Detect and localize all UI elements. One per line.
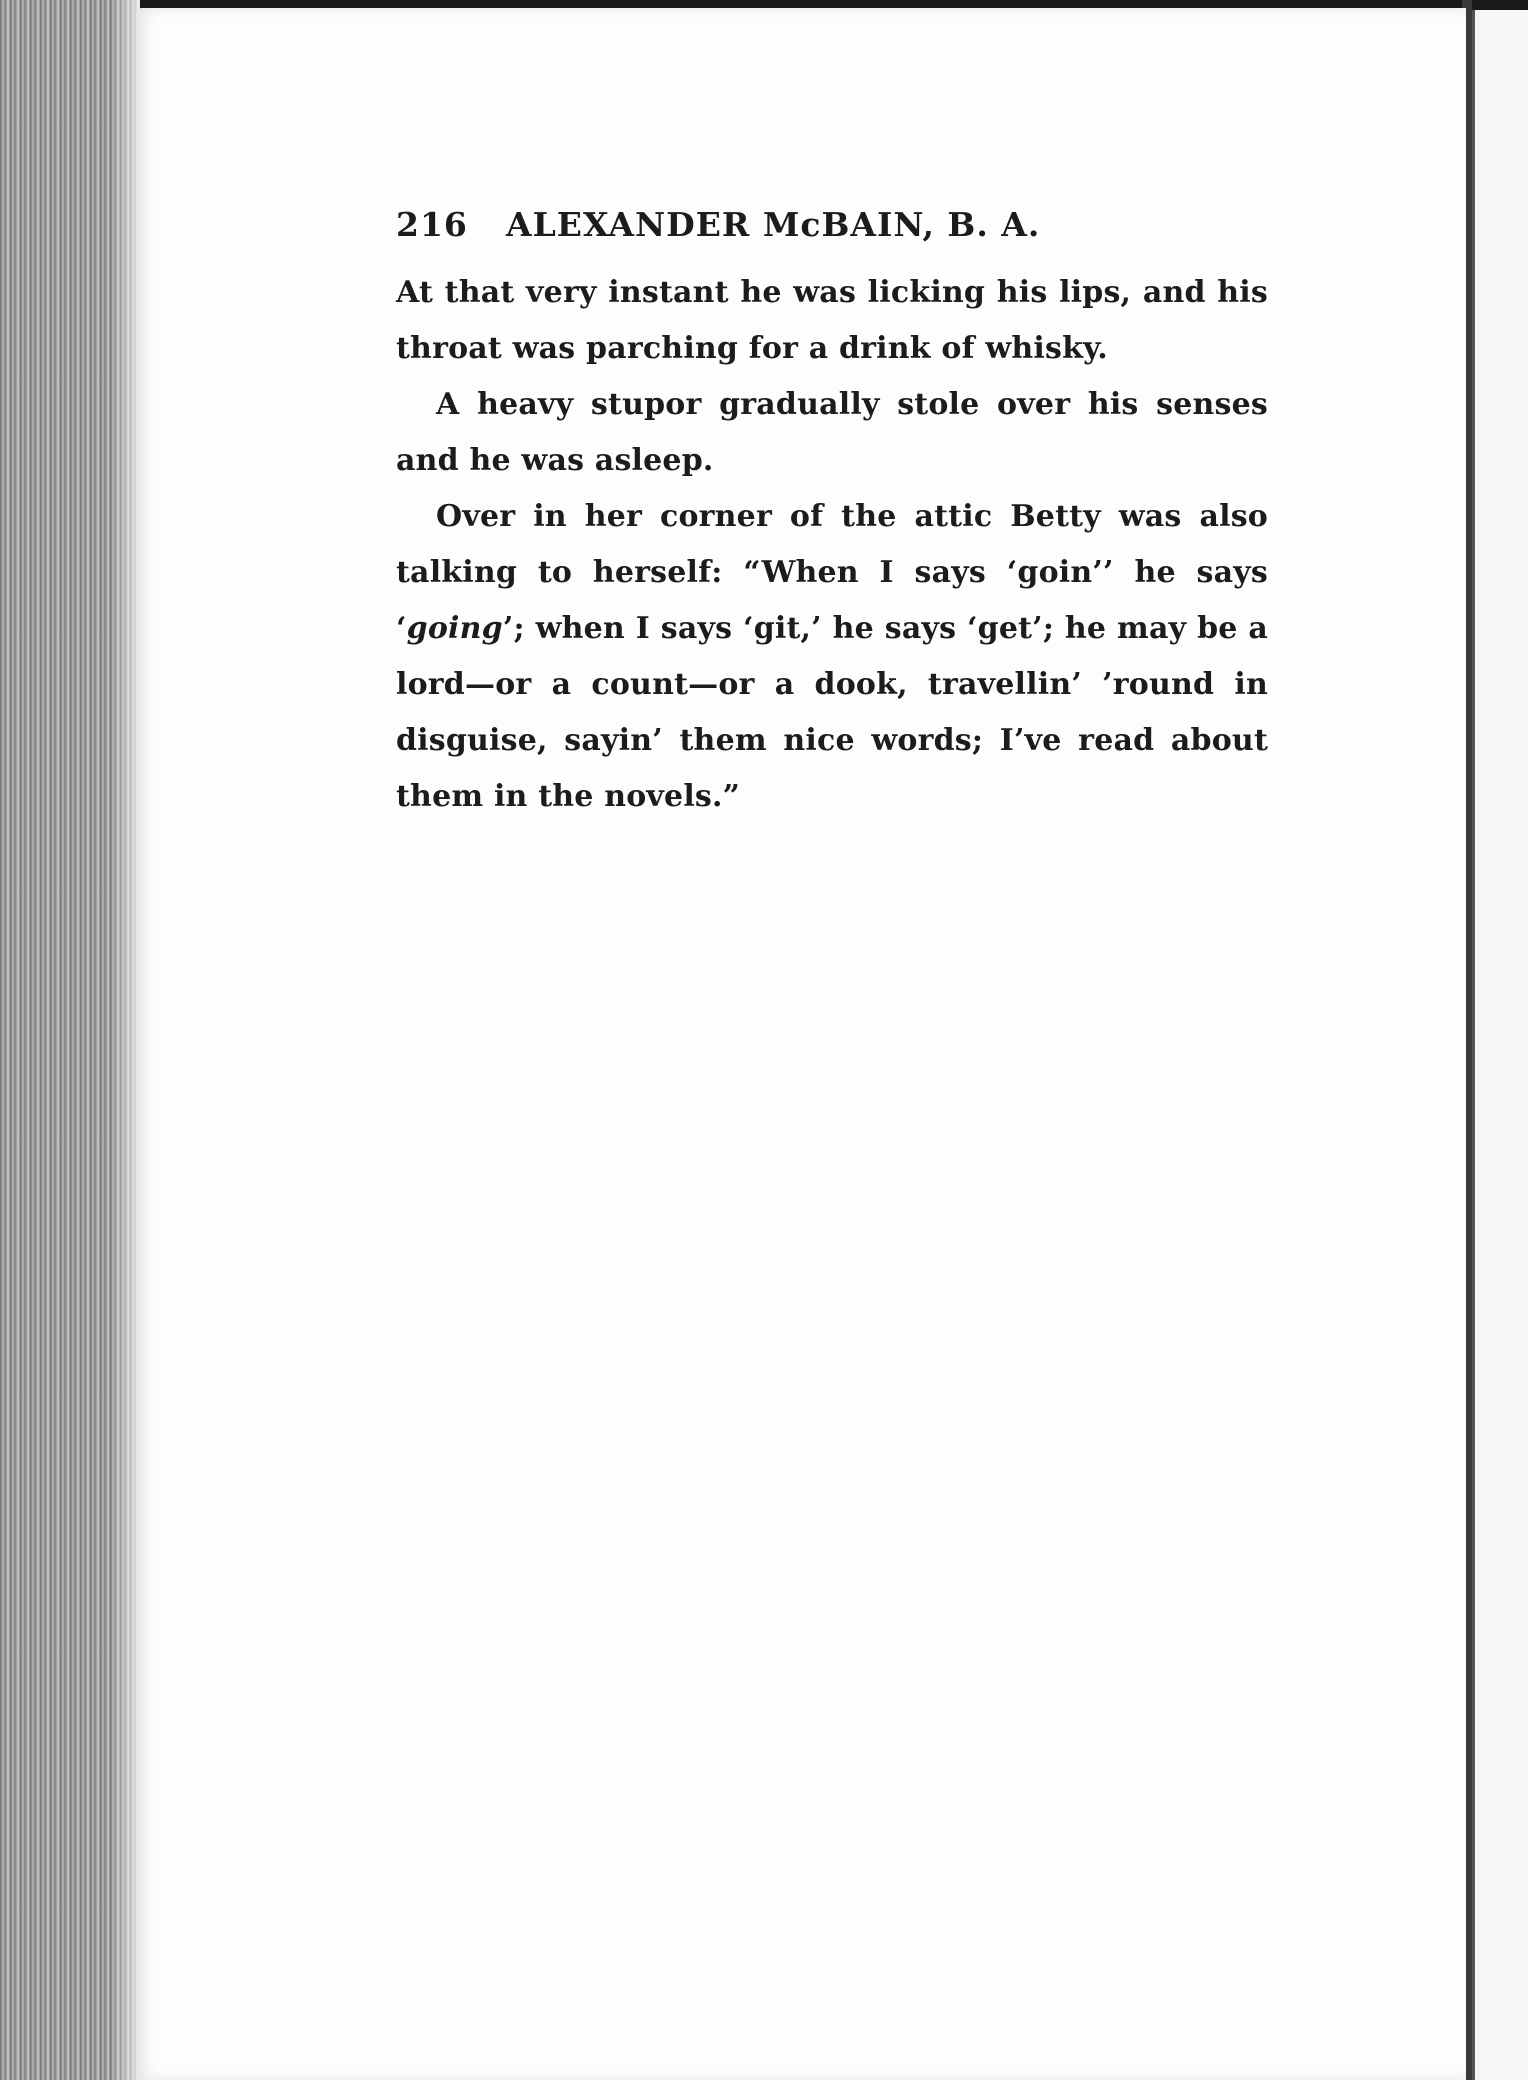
paragraph-3-italic-word: going [406,611,503,646]
paragraph-3-part-1: Over in her corner of the attic Betty was also talking to herself: “When I says ‘goin’’ he says ‘ [396,499,1268,646]
book-page-edges [0,0,140,2080]
running-head [396,205,1268,265]
running-head-title: ALEXANDER McBAIN, B. A. [506,205,1041,244]
facing-page-sliver [1472,10,1528,2080]
paragraph-1: At that very instant he was licking his lips, and his throat was parching for a drink of whisky. [396,275,1268,366]
page-number: 216 [396,205,468,244]
page-text-block [396,205,1268,825]
paragraph-2: A heavy stupor gradually stole over his senses and he was asleep. [396,387,1268,478]
paragraph-3-part-2: ’; when I says ‘git,’ he says ‘get’; he may be a lord—or a count—or a dook, travellin’ ’round in disguise, sayin’ them nice words; I’ve read about them in the novels.” [396,611,1268,814]
paragraph-3 [396,489,1268,825]
